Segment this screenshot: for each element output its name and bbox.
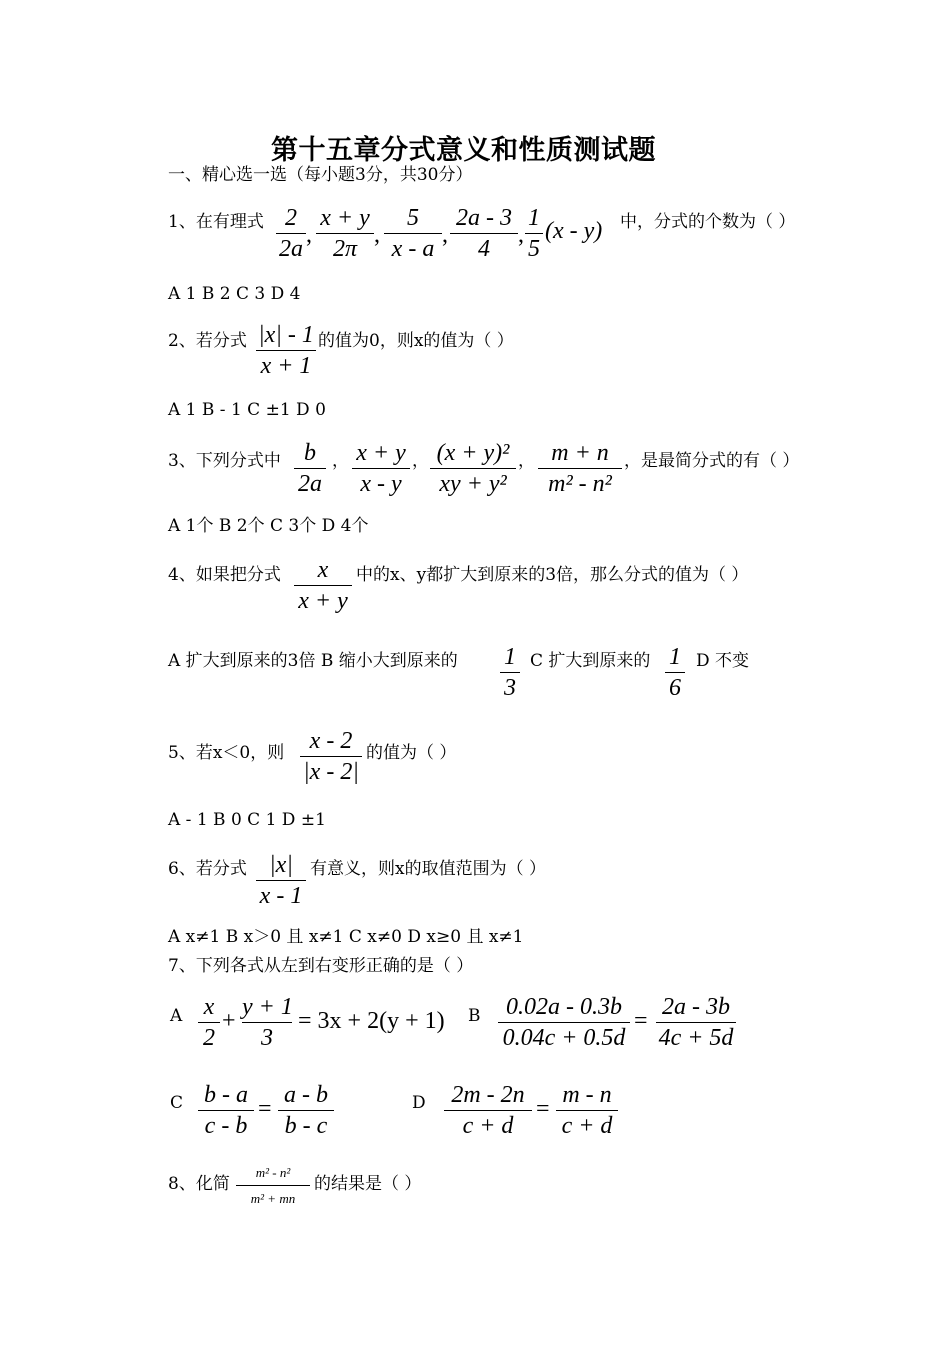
q5-fraction xyxy=(300,726,362,787)
q3-f4-numerator: m + n xyxy=(551,440,609,466)
q1-fraction-4 xyxy=(450,203,518,264)
q8-fraction xyxy=(236,1164,310,1207)
q4-option-a-b: A 扩大到原来的3倍 B 缩小大到原来的 xyxy=(168,651,458,671)
q3-f2-denominator: x - y xyxy=(360,471,402,497)
q7-label-a: A xyxy=(170,1006,183,1026)
q1-f2-numerator: x + y xyxy=(320,205,370,231)
q5-options: A - 1 B 0 C 1 D ±1 xyxy=(168,810,326,830)
q3-fraction-2 xyxy=(352,438,410,499)
q4-suffix: 中的x、y都扩大到原来的3倍，那么分式的值为（ ） xyxy=(356,565,749,585)
q4-numerator: x xyxy=(317,557,329,583)
q1-f5-denominator: 5 xyxy=(528,236,540,262)
q3-fraction-4 xyxy=(538,438,622,499)
q1-f4-numerator: 2a - 3 xyxy=(456,205,512,231)
q7-a-fraction-1: x 2 xyxy=(198,992,220,1053)
q4-option-c: C 扩大到原来的 xyxy=(530,651,651,671)
q2-prefix: 2、若分式 xyxy=(168,331,247,351)
q7-c-fraction-2: a - b b - c xyxy=(278,1080,334,1141)
q7-label-c: C xyxy=(170,1093,184,1113)
q1-f3-numerator: 5 xyxy=(407,205,419,231)
q4-option-c-fraction: 1 6 xyxy=(665,642,685,703)
q3-suffix: ，是最简分式的有（ ） xyxy=(624,451,800,471)
q7-c-fraction-1: b - a c - b xyxy=(198,1080,254,1141)
q7-text: 7、下列各式从左到右变形正确的是（ ） xyxy=(168,956,474,976)
q3-f3-denominator: xy + y² xyxy=(439,471,507,497)
q3-prefix: 3、下列分式中 xyxy=(168,451,281,471)
q2-suffix: 的值为0，则x的值为（ ） xyxy=(318,331,514,351)
q3-f1-numerator: b xyxy=(304,440,316,466)
q1-f4-denominator: 4 xyxy=(478,236,490,262)
q5-prefix: 5、若x＜0，则 xyxy=(168,743,285,763)
q1-options: A 1 B 2 C 3 D 4 xyxy=(168,284,301,304)
section-heading: 一、精心选一选（每小题3分，共30分） xyxy=(168,165,473,185)
q7-b-fraction-2: 2a - 3b 4c + 5d xyxy=(656,992,736,1053)
q1-f1-numerator: 2 xyxy=(285,205,297,231)
q1-tail-expression: (x - y) xyxy=(545,218,603,244)
q7-d-fraction-2: m - n c + d xyxy=(556,1080,618,1141)
q1-suffix: 中，分式的个数为（ ） xyxy=(620,212,796,232)
q3-fraction-3 xyxy=(430,438,516,499)
q3-options: A 1个 B 2个 C 3个 D 4个 xyxy=(168,516,369,536)
q3-f2-numerator: x + y xyxy=(356,440,406,466)
q2-numerator: |x| - 1 xyxy=(258,322,314,348)
q3-f3-numerator: (x + y)² xyxy=(436,440,510,466)
q7-a-fraction-2: y + 1 3 xyxy=(242,994,293,1051)
q3-f1-denominator: 2a xyxy=(298,471,322,497)
q1-f1-denominator: 2a xyxy=(279,236,303,262)
q8-suffix: 的结果是（ ） xyxy=(314,1174,422,1194)
q4-option-b-fraction: 1 3 xyxy=(500,642,520,703)
q2-fraction xyxy=(256,320,316,381)
q1-fraction-1 xyxy=(276,203,306,264)
q6-denominator: x - 1 xyxy=(259,883,303,909)
q1-f3-denominator: x - a xyxy=(391,236,435,262)
q5-suffix: 的值为（ ） xyxy=(366,743,457,763)
q5-denominator: |x - 2| xyxy=(303,759,359,785)
q7-d-fraction-1: 2m - 2n c + d xyxy=(444,1080,532,1141)
q3-fraction-1 xyxy=(294,438,326,499)
q1-f2-denominator: 2π xyxy=(332,236,358,262)
q6-options: A x≠1 B x＞0 且 x≠1 C x≠0 D x≥0 且 x≠1 xyxy=(168,927,524,947)
q4-denominator: x + y xyxy=(298,588,348,614)
q5-numerator: x - 2 xyxy=(309,728,353,754)
q6-numerator: |x| xyxy=(269,852,293,878)
q2-denominator: x + 1 xyxy=(260,353,312,379)
q6-fraction xyxy=(256,850,306,911)
q7-label-b: B xyxy=(468,1006,481,1026)
page-title: 第十五章分式意义和性质测试题 xyxy=(271,135,656,166)
q1-fraction-3 xyxy=(384,203,442,264)
q1-prefix: 1、在有理式 xyxy=(168,212,264,232)
q1-fraction-2 xyxy=(316,203,374,264)
q2-options: A 1 B - 1 C ±1 D 0 xyxy=(168,400,326,420)
q3-f4-denominator: m² - n² xyxy=(548,471,612,497)
q7-label-d: D xyxy=(412,1093,426,1113)
q6-prefix: 6、若分式 xyxy=(168,859,247,879)
q4-prefix: 4、如果把分式 xyxy=(168,565,281,585)
q4-fraction xyxy=(294,555,352,616)
q8-denominator: m² + mn xyxy=(250,1191,296,1206)
q1-fraction-5 xyxy=(525,203,543,264)
q7-b-fraction-1: 0.02a - 0.3b 0.04c + 0.5d xyxy=(498,992,630,1053)
q7-a-rhs: = 3x + 2(y + 1) xyxy=(298,1008,445,1034)
q8-numerator: m² - n² xyxy=(255,1165,291,1180)
q8-prefix: 8、化简 xyxy=(168,1174,230,1194)
q4-option-d: D 不变 xyxy=(696,651,750,671)
q1-f5-numerator: 1 xyxy=(528,205,540,231)
q6-suffix: 有意义，则x的取值范围为（ ） xyxy=(310,859,546,879)
